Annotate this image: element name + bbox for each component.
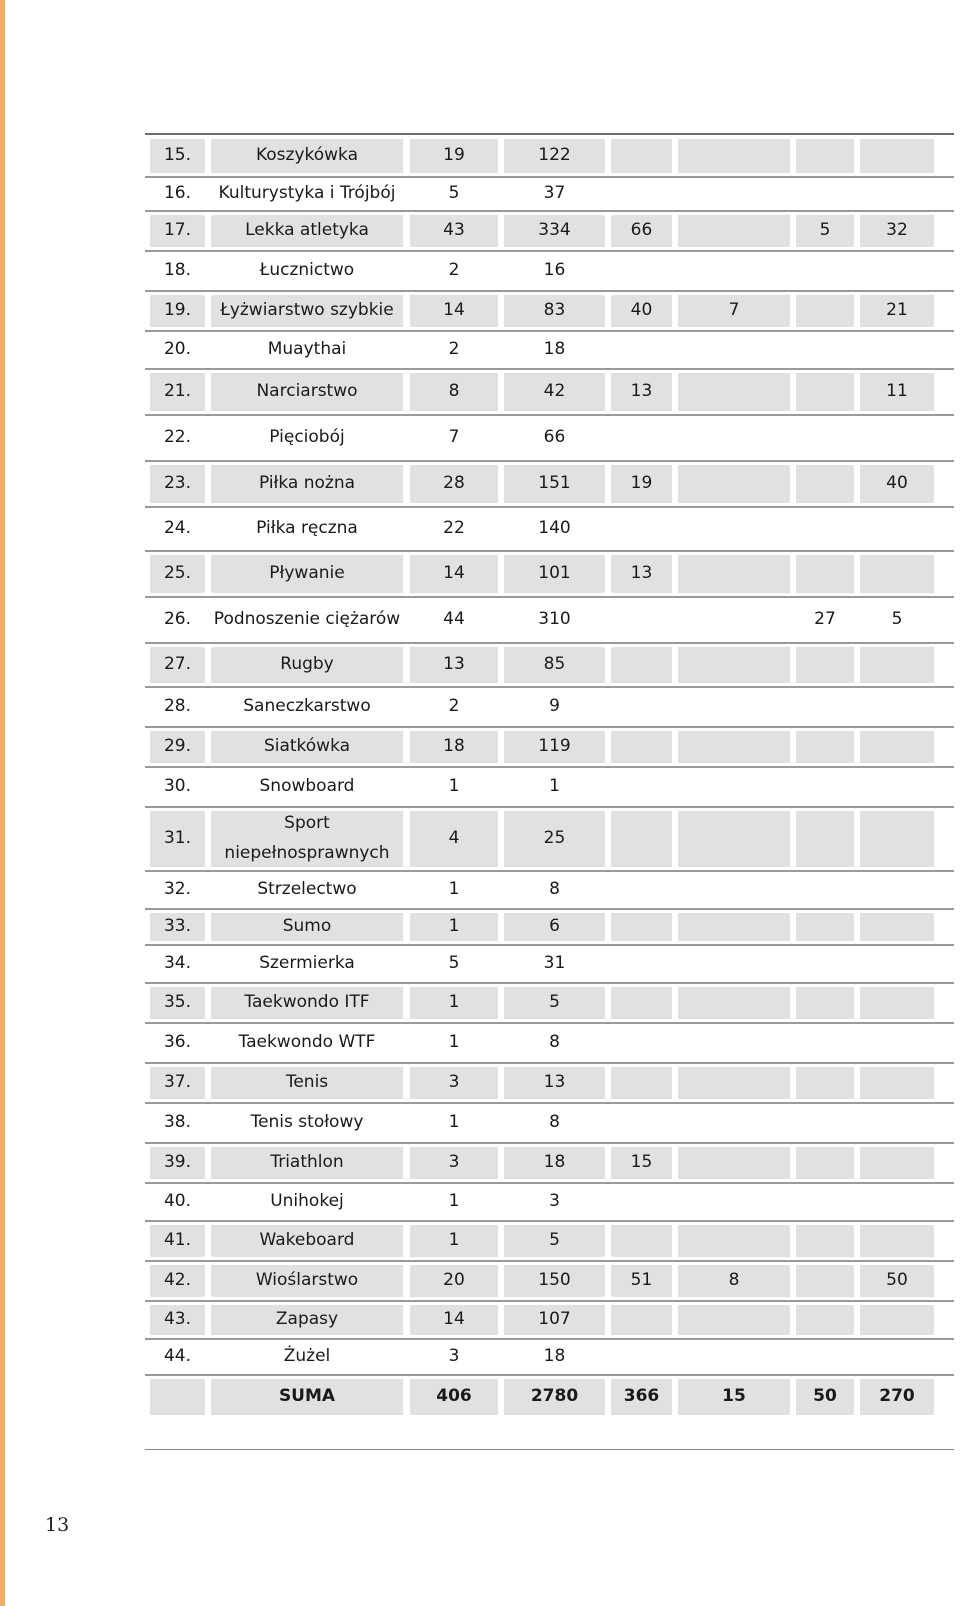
row-number: 20. <box>163 339 192 360</box>
col-5-value <box>611 987 672 1019</box>
row-number: 44. <box>163 1346 192 1367</box>
discipline-name: Koszykówka <box>211 139 403 173</box>
col-3-value: 13 <box>410 647 498 683</box>
col-7-value <box>796 1225 854 1257</box>
col-5-value <box>611 1225 672 1257</box>
col-4-value: 6 <box>504 913 605 941</box>
col-3-value: 1 <box>410 1225 498 1257</box>
col-3-value: 14 <box>410 555 498 593</box>
table-top-rule <box>145 133 954 135</box>
col-5-value <box>611 1343 672 1371</box>
discipline-name: Lekka atletyka <box>211 215 403 247</box>
discipline-name: Taekwondo ITF <box>211 987 403 1019</box>
col-8-value: 32 <box>860 215 934 247</box>
col-8-value: 270 <box>860 1379 934 1415</box>
col-3-value: 14 <box>410 295 498 327</box>
col-4-value: 5 <box>504 987 605 1019</box>
col-5-value: 366 <box>611 1379 672 1415</box>
row-number: 30. <box>163 776 192 797</box>
col-4-value: 18 <box>543 339 566 360</box>
col-8-value <box>860 949 934 979</box>
row-number: 41. <box>150 1225 205 1257</box>
col-8-value: 5 <box>891 609 903 630</box>
col-3-value: 1 <box>448 1191 460 1212</box>
col-5-value <box>611 771 672 803</box>
col-6-value <box>678 373 790 411</box>
col-7-value <box>796 373 854 411</box>
row-number: 36. <box>163 1032 192 1053</box>
col-7-value <box>796 1027 854 1059</box>
col-8-value <box>860 647 934 683</box>
col-6-value <box>678 1067 790 1099</box>
table-row <box>145 808 954 872</box>
col-5-value: 13 <box>611 373 672 411</box>
col-4-value: 18 <box>504 1147 605 1179</box>
discipline-name: Zapasy <box>211 1305 403 1335</box>
col-4-value: 2780 <box>504 1379 605 1415</box>
table-row <box>145 508 954 552</box>
col-7-value <box>796 771 854 803</box>
row-number: 22. <box>163 427 192 448</box>
table-row <box>145 1262 954 1302</box>
col-3-value: 3 <box>410 1067 498 1099</box>
col-7-value <box>796 255 854 287</box>
col-6-value <box>678 811 790 867</box>
col-7-value <box>796 913 854 941</box>
col-8-value: 40 <box>860 465 934 503</box>
col-5-value <box>611 255 672 287</box>
col-6-value <box>678 1107 790 1139</box>
col-5-value <box>611 1187 672 1217</box>
table-row <box>145 136 954 178</box>
col-6-value <box>678 987 790 1019</box>
col-8-value <box>860 731 934 763</box>
col-7-value <box>796 987 854 1019</box>
row-number: 32. <box>163 879 192 900</box>
discipline-name: Tenis stołowy <box>250 1112 364 1133</box>
col-3-value: 2 <box>448 339 460 360</box>
col-3-value: 3 <box>448 1346 460 1367</box>
col-4-value: 18 <box>543 1346 566 1367</box>
col-4-value: 83 <box>504 295 605 327</box>
col-6-value <box>678 215 790 247</box>
col-3-value: 19 <box>410 139 498 173</box>
col-3-value: 5 <box>448 953 460 974</box>
col-6-value <box>678 555 790 593</box>
col-4-value: 31 <box>543 953 566 974</box>
col-5-value: 19 <box>611 465 672 503</box>
table-row <box>145 1104 954 1144</box>
col-4-value: 25 <box>504 811 605 867</box>
col-7-value <box>796 691 854 723</box>
col-3-value: 20 <box>410 1265 498 1297</box>
col-4-value: 5 <box>504 1225 605 1257</box>
col-6-value <box>678 949 790 979</box>
col-3-value: 5 <box>448 183 460 204</box>
col-6-value <box>678 139 790 173</box>
row-number: 37. <box>150 1067 205 1099</box>
col-4-value: 140 <box>538 518 571 539</box>
row-number: 43. <box>150 1305 205 1335</box>
col-7-value <box>796 1067 854 1099</box>
col-5-value <box>611 335 672 365</box>
table-row <box>145 728 954 768</box>
col-8-value <box>860 139 934 173</box>
col-3-value: 22 <box>443 518 465 539</box>
col-4-value: 9 <box>549 696 560 717</box>
col-6-value <box>678 601 790 639</box>
table-row <box>145 252 954 292</box>
col-7-value <box>796 731 854 763</box>
row-number: 39. <box>150 1147 205 1179</box>
row-number: 34. <box>163 953 192 974</box>
discipline-name: Rugby <box>211 647 403 683</box>
table-row <box>145 1222 954 1262</box>
col-5-value <box>611 511 672 547</box>
col-6-value: 8 <box>678 1265 790 1297</box>
col-8-value <box>860 181 934 207</box>
col-8-value <box>860 987 934 1019</box>
row-number: 40. <box>163 1191 192 1212</box>
col-7-value <box>796 875 854 905</box>
table-row <box>145 688 954 728</box>
table-row <box>145 872 954 910</box>
discipline-name: Sumo <box>211 913 403 941</box>
row-number: 33. <box>150 913 205 941</box>
col-7-value <box>796 949 854 979</box>
row-number: 19. <box>150 295 205 327</box>
table-row <box>145 644 954 688</box>
col-5-value <box>611 1107 672 1139</box>
row-number: 38. <box>163 1112 192 1133</box>
discipline-name: Narciarstwo <box>211 373 403 411</box>
table-row <box>145 332 954 370</box>
col-3-value: 4 <box>410 811 498 867</box>
page-number: 13 <box>45 1514 70 1536</box>
col-4-value: 101 <box>504 555 605 593</box>
discipline-name: Tenis <box>211 1067 403 1099</box>
table-row <box>145 1184 954 1222</box>
col-7-value <box>796 1265 854 1297</box>
row-number: 18. <box>163 260 192 281</box>
row-number: 35. <box>150 987 205 1019</box>
table-row <box>145 552 954 598</box>
col-7-value <box>796 1107 854 1139</box>
col-5-value <box>611 811 672 867</box>
discipline-name: Sport niepełnosprawnych <box>211 811 403 867</box>
discipline-name: Pięciobój <box>269 427 345 448</box>
col-4-value: 310 <box>538 609 571 630</box>
col-6-value <box>678 647 790 683</box>
discipline-name: Podnoszenie ciężarów <box>213 609 401 630</box>
col-6-value <box>678 419 790 457</box>
discipline-name: Wakeboard <box>211 1225 403 1257</box>
col-4-value: 334 <box>504 215 605 247</box>
discipline-name: Żużel <box>283 1346 331 1367</box>
col-4-value: 13 <box>504 1067 605 1099</box>
col-4-value: 122 <box>504 139 605 173</box>
col-5-value <box>611 1067 672 1099</box>
col-8-value <box>860 419 934 457</box>
discipline-name: Siatkówka <box>211 731 403 763</box>
table-row <box>145 292 954 332</box>
col-4-value: 16 <box>543 260 566 281</box>
col-4-value: 8 <box>549 879 560 900</box>
table-row <box>145 1340 954 1376</box>
col-8-value <box>860 771 934 803</box>
col-5-value <box>611 647 672 683</box>
col-5-value <box>611 139 672 173</box>
col-3-value: 1 <box>448 1112 460 1133</box>
col-5-value <box>611 875 672 905</box>
page-left-border <box>0 0 5 1606</box>
col-3-value: 1 <box>410 913 498 941</box>
col-5-value <box>611 913 672 941</box>
table-row <box>145 598 954 644</box>
col-6-value <box>678 731 790 763</box>
col-7-value: 50 <box>796 1379 854 1415</box>
col-8-value <box>860 1343 934 1371</box>
col-7-value <box>796 1305 854 1335</box>
table-row <box>145 768 954 808</box>
col-8-value <box>860 875 934 905</box>
col-6-value <box>678 1027 790 1059</box>
col-5-value <box>611 1305 672 1335</box>
discipline-name: Muaythai <box>267 339 347 360</box>
col-4-value: 8 <box>549 1032 560 1053</box>
col-4-value: 37 <box>543 183 566 204</box>
discipline-name: Wioślarstwo <box>211 1265 403 1297</box>
col-5-value: 15 <box>611 1147 672 1179</box>
col-7-value <box>796 335 854 365</box>
col-5-value <box>611 731 672 763</box>
row-number: 24. <box>163 518 192 539</box>
table-bottom-rule <box>145 1449 954 1450</box>
col-8-value <box>860 1187 934 1217</box>
col-4-value: 151 <box>504 465 605 503</box>
col-8-value <box>860 1027 934 1059</box>
col-6-value: 15 <box>678 1379 790 1415</box>
table-row <box>145 462 954 508</box>
discipline-name: Unihokej <box>270 1191 344 1212</box>
col-7-value <box>796 811 854 867</box>
col-6-value <box>678 771 790 803</box>
col-6-value <box>678 255 790 287</box>
col-4-value: 85 <box>504 647 605 683</box>
col-3-value: 3 <box>410 1147 498 1179</box>
col-5-value: 13 <box>611 555 672 593</box>
col-3-value: 28 <box>410 465 498 503</box>
col-4-value: 8 <box>549 1112 560 1133</box>
discipline-name: Pływanie <box>211 555 403 593</box>
col-6-value <box>678 335 790 365</box>
discipline-name: Triathlon <box>211 1147 403 1179</box>
col-5-value <box>611 949 672 979</box>
col-7-value <box>796 1147 854 1179</box>
col-6-value <box>678 511 790 547</box>
col-8-value <box>860 335 934 365</box>
col-3-value: 1 <box>448 879 460 900</box>
col-3-value: 1 <box>448 1032 460 1053</box>
col-6-value: 7 <box>678 295 790 327</box>
col-3-value: 18 <box>410 731 498 763</box>
col-4-value: 1 <box>549 776 560 797</box>
col-3-value: 44 <box>443 609 465 630</box>
row-number: 28. <box>163 696 192 717</box>
col-8-value <box>860 1107 934 1139</box>
table-total-row <box>145 1376 954 1418</box>
col-5-value <box>611 691 672 723</box>
col-3-value: 2 <box>448 260 460 281</box>
col-8-value <box>860 255 934 287</box>
col-4-value: 3 <box>549 1191 560 1212</box>
discipline-name: Piłka ręczna <box>256 518 358 539</box>
col-7-value <box>796 647 854 683</box>
col-7-value: 27 <box>814 609 836 630</box>
row-number: 27. <box>150 647 205 683</box>
col-7-value <box>796 1187 854 1217</box>
col-8-value: 11 <box>860 373 934 411</box>
table-row <box>145 370 954 416</box>
discipline-name: Taekwondo WTF <box>238 1032 376 1053</box>
col-6-value <box>678 691 790 723</box>
table-row <box>145 178 954 212</box>
col-5-value <box>611 419 672 457</box>
table-row <box>145 984 954 1024</box>
row-number: 25. <box>150 555 205 593</box>
col-8-value <box>860 691 934 723</box>
discipline-name: SUMA <box>211 1379 403 1415</box>
discipline-name: Kulturystyka i Trójbój <box>218 183 396 204</box>
row-number: 42. <box>150 1265 205 1297</box>
discipline-name: Łyżwiarstwo szybkie <box>211 295 403 327</box>
col-8-value: 50 <box>860 1265 934 1297</box>
row-number: 23. <box>150 465 205 503</box>
row-number: 29. <box>150 731 205 763</box>
row-number: 31. <box>150 811 205 867</box>
col-7-value <box>796 295 854 327</box>
row-number: 17. <box>150 215 205 247</box>
row-number <box>150 1379 205 1415</box>
col-4-value: 119 <box>504 731 605 763</box>
col-3-value: 14 <box>410 1305 498 1335</box>
col-8-value <box>860 913 934 941</box>
col-6-value <box>678 465 790 503</box>
col-6-value <box>678 913 790 941</box>
col-8-value <box>860 1305 934 1335</box>
col-4-value: 66 <box>543 427 566 448</box>
col-5-value: 40 <box>611 295 672 327</box>
col-4-value: 107 <box>504 1305 605 1335</box>
row-number: 16. <box>163 183 192 204</box>
col-5-value <box>611 181 672 207</box>
col-6-value <box>678 1187 790 1217</box>
col-6-value <box>678 1305 790 1335</box>
col-5-value <box>611 601 672 639</box>
discipline-name: Szermierka <box>259 953 355 974</box>
col-3-value: 1 <box>448 776 460 797</box>
col-3-value: 43 <box>410 215 498 247</box>
col-6-value <box>678 1147 790 1179</box>
col-8-value <box>860 1225 934 1257</box>
col-7-value <box>796 511 854 547</box>
discipline-name: Snowboard <box>259 776 355 797</box>
col-6-value <box>678 875 790 905</box>
table-row <box>145 1024 954 1064</box>
col-5-value <box>611 1027 672 1059</box>
table-row <box>145 910 954 946</box>
col-3-value: 406 <box>410 1379 498 1415</box>
col-7-value <box>796 465 854 503</box>
col-7-value <box>796 555 854 593</box>
discipline-name: Strzelectwo <box>257 879 357 900</box>
discipline-name: Łucznictwo <box>259 260 355 281</box>
col-7-value <box>796 419 854 457</box>
table-row <box>145 1144 954 1184</box>
row-number: 26. <box>163 609 192 630</box>
col-4-value: 150 <box>504 1265 605 1297</box>
table-row <box>145 1302 954 1340</box>
col-8-value <box>860 1067 934 1099</box>
col-6-value <box>678 1343 790 1371</box>
col-8-value <box>860 555 934 593</box>
col-3-value: 2 <box>448 696 460 717</box>
table-row <box>145 1064 954 1104</box>
row-number: 21. <box>150 373 205 411</box>
col-6-value <box>678 1225 790 1257</box>
table-row <box>145 416 954 462</box>
col-7-value <box>796 1343 854 1371</box>
col-7-value: 5 <box>796 215 854 247</box>
col-3-value: 8 <box>410 373 498 411</box>
col-7-value <box>796 181 854 207</box>
col-8-value: 21 <box>860 295 934 327</box>
col-6-value <box>678 181 790 207</box>
col-5-value: 51 <box>611 1265 672 1297</box>
col-5-value: 66 <box>611 215 672 247</box>
discipline-name: Piłka nożna <box>211 465 403 503</box>
discipline-name: Saneczkarstwo <box>243 696 371 717</box>
col-8-value <box>860 511 934 547</box>
col-3-value: 7 <box>448 427 460 448</box>
col-7-value <box>796 139 854 173</box>
col-8-value <box>860 1147 934 1179</box>
row-number: 15. <box>150 139 205 173</box>
col-3-value: 1 <box>410 987 498 1019</box>
col-8-value <box>860 811 934 867</box>
table-row <box>145 946 954 984</box>
col-4-value: 42 <box>504 373 605 411</box>
table-row <box>145 212 954 252</box>
